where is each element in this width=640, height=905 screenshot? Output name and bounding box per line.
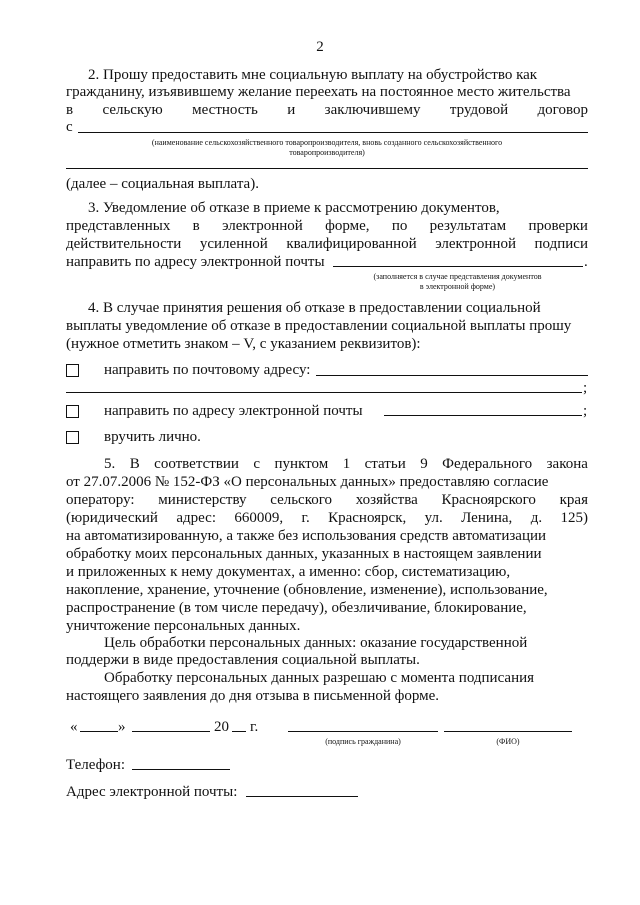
section-3-line-4: направить по адресу электронной почты [66,254,325,270]
word: в [192,218,200,234]
word: электронной [435,236,516,252]
period: . [584,254,588,270]
word: пунктом [274,456,329,472]
word: д. [530,510,543,526]
word: 5. [104,456,116,472]
word: 9 [420,456,428,472]
employer-caption-2: товаропроизводителя) [289,148,365,157]
employer-caption-1: (наименование сельскохозяйственного товаропроизводителя, вновь созданного сельскохозяйственного [151,138,503,147]
postal-address-field[interactable] [316,375,588,376]
word: результатам [429,218,507,234]
section-5-line-8: накопление, хранение, уточнение (обновление, изменение), использование, [66,582,548,598]
year-field[interactable] [232,731,246,732]
word: соответствии [154,456,239,472]
word: действительности [66,236,182,252]
section-5-line-5: на автоматизированную, а также без использования средств автоматизации [66,528,547,544]
word: 660009, [234,510,284,526]
section-3-line-3 [66,235,588,253]
word: (юридический [66,510,158,526]
section-5-line-9: распространение (в том числе передачу), обезличивание, блокирование, [66,600,527,616]
word: г. [301,510,310,526]
word: в [66,102,74,118]
section-2-line-2: гражданину, изъявившему желание переехать на постоянное место жительства [66,84,571,100]
year-prefix: 20 [214,719,229,735]
employer-name-field-line-2[interactable] [66,168,588,169]
section-4-line-3: (нужное отметить знаком – V, с указанием реквизитов): [66,336,421,352]
email-label: Адрес электронной почты: [66,784,238,800]
phone-label: Телефон: [66,757,125,773]
word: квалифицированной [286,236,417,252]
word: Федерального [442,456,533,472]
email-address-label: направить по адресу электронной почты [104,403,363,419]
section-5-line-2: от 27.07.2006 № 152-ФЗ «О персональных данных» предоставляю согласие [66,474,549,490]
goal-line-2: поддержи в виде предоставления социальной выплаты. [66,652,420,668]
word: адрес: [176,510,216,526]
year-suffix: г. [250,719,259,735]
word: и [287,102,296,118]
signature-caption: (подпись гражданина) [325,737,401,746]
section-3-line-1: 3. Уведомление об отказе в приеме к рассмотрению документов, [88,200,500,216]
section-4-line-2: выплаты уведомление об отказе в предоставлении социальной выплаты прошу [66,318,572,334]
word: сельскую [102,102,163,118]
word: с [253,456,261,472]
word: края [559,492,588,508]
word: оператору: [66,492,135,508]
word: договор [537,102,588,118]
word: Ленина, [461,510,513,526]
word: по [391,218,408,234]
section-5-line-10: уничтожение персональных данных. [66,618,301,634]
word: 1 [342,456,351,472]
word: электронной [222,218,303,234]
page-number: 2 [316,39,324,55]
consent-line-1: Обработку персональных данных разрешаю с момента подписания [104,670,535,686]
word: заключившему [324,102,421,118]
in-person-label: вручить лично. [104,429,201,445]
section-3-line-2 [66,217,588,235]
postal-address-field-line-2[interactable] [66,392,582,393]
section-5-line-7: и приложенных к нему документах, а именно: сбор, систематизацию, [66,564,511,580]
word: Красноярского [441,492,536,508]
word: ул. [424,510,443,526]
section-5-line-6: обработку моих персональных данных, указанных в настоящем заявлении [66,546,542,562]
word: усиленной [199,236,268,252]
semicolon: ; [583,380,588,396]
section-2-line-3 [66,101,588,119]
full-name-field[interactable] [444,731,572,732]
word: трудовой [449,102,509,118]
section-2-line-4: с [66,119,73,135]
word: закона [546,456,588,472]
section-2-line-1: 2. Прошу предоставить мне социальную выплату на обустройство как [88,67,538,83]
email-field[interactable] [246,796,358,797]
word: подписи [534,236,588,252]
rejection-email-field[interactable] [333,266,583,267]
email-caption-1: (заполняется в случае представления документов [373,272,542,281]
in-person-checkbox[interactable] [66,431,79,444]
postal-address-label: направить по почтовому адресу: [104,362,311,378]
word: министерству [158,492,247,508]
word: проверки [528,218,588,234]
quote-open: « [70,719,78,735]
word: хозяйства [355,492,418,508]
word: 125) [560,510,588,526]
section-5-line-1 [104,455,588,473]
phone-field[interactable] [132,769,230,770]
goal-line-1: Цель обработки персональных данных: оказание государственной [104,635,528,651]
word: статьи [364,456,406,472]
email-address-checkbox[interactable] [66,405,79,418]
postal-address-checkbox[interactable] [66,364,79,377]
day-field[interactable] [80,731,118,732]
email-caption-2: в электронной форме) [419,282,496,291]
month-field[interactable] [132,731,210,732]
employer-name-field[interactable] [78,132,588,133]
word: сельского [270,492,333,508]
word: представленных [66,218,171,234]
section-2-line-5: (далее – социальная выплата). [66,176,259,192]
email-address-field[interactable] [384,415,582,416]
word: Красноярск, [328,510,407,526]
section-5-line-3 [66,491,588,509]
section-4-line-1: 4. В случае принятия решения об отказе в предоставлении социальной [88,300,541,316]
full-name-caption: (ФИО) [496,737,520,746]
word: В [129,456,140,472]
word: местность [192,102,258,118]
semicolon: ; [583,403,588,419]
signature-field[interactable] [288,731,438,732]
quote-close: » [118,719,126,735]
consent-line-2: настоящего заявления до дня отзыва в письменной форме. [66,688,440,704]
section-5-line-4 [66,509,588,527]
word: форме, [325,218,370,234]
